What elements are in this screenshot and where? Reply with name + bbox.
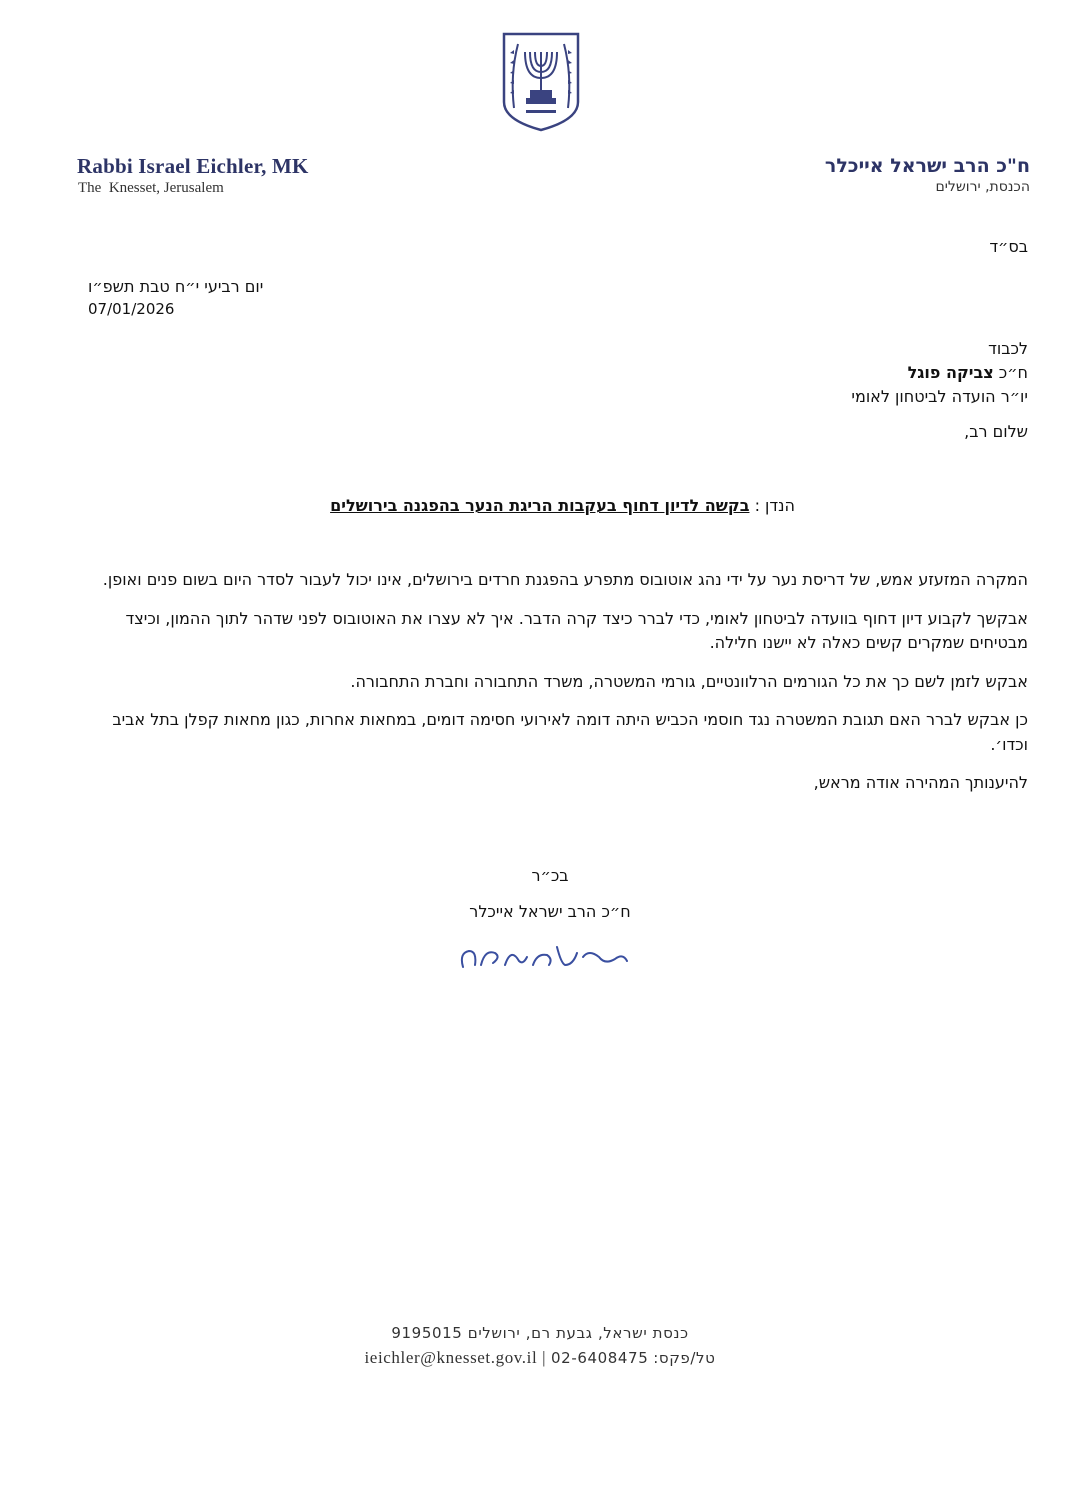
addressee-salutation: לכבוד bbox=[988, 339, 1028, 358]
addressee-block bbox=[851, 337, 1028, 409]
bsd-mark: בס״ד bbox=[989, 237, 1028, 256]
body-closing-line: להיענותך המהירה אודה מראש, bbox=[813, 773, 1028, 792]
footer-separator: | bbox=[542, 1348, 547, 1367]
sender-name-hebrew: ח"כ הרב ישראל אייכלר bbox=[824, 155, 1030, 177]
signer-name: ח״כ הרב ישראל אייכלר bbox=[469, 902, 631, 921]
footer-phone-label: טל/פקס: bbox=[653, 1349, 716, 1367]
date-gregorian: 07/01/2026 bbox=[88, 300, 175, 318]
footer-contact bbox=[300, 1348, 780, 1368]
body-paragraph: אבקש לזמן לשם כך את כל הגורמים הרלוונטיים, גורמי המשטרה, משרד התחבורה וחברת התחבורה. bbox=[350, 671, 1028, 691]
letter-body bbox=[80, 568, 1028, 810]
body-paragraph: כן אבקש לברר האם תגובת המשטרה נגד חוסמי הכביש היתה דומה לאירועי חסימה דומים, במחאות אחרות, כגון מחאות קפלן בתל אביב וכדו׳. bbox=[112, 710, 1028, 754]
greeting: שלום רב, bbox=[964, 422, 1028, 441]
handwritten-signature bbox=[455, 935, 635, 975]
sender-subtitle-hebrew: הכנסת, ירושלים bbox=[935, 179, 1030, 195]
body-paragraph: אבקשך לקבוע דיון דחוף בוועדה לביטחון לאומי, כדי לברר כיצד קרה הדבר. איך לא עצרו את האוטובוס לפני שדהר לתוך ההמון, וכיצד מבטיחים שמקרים קשים כאלה לא יישנו חלילה. bbox=[125, 608, 1028, 652]
addressee-title: יו״ר הועדה לביטחון לאומי bbox=[851, 387, 1028, 406]
addressee-name-line bbox=[851, 361, 1028, 385]
body-paragraph: המקרה המזעזע אמש, של דריסת נער על ידי נהג אוטובוס מתפרע בהפגנת חרדים בירושלים, אינו יכול לעבור לסדר היום בשום פנים ואופן. bbox=[102, 570, 1028, 589]
subject-text: בקשה לדיון דחוף בעקבות הריגת הנער בהפגנה בירושלים bbox=[330, 496, 750, 515]
sender-subtitle-english: The Knesset, Jerusalem bbox=[78, 180, 224, 196]
state-emblem-icon bbox=[500, 30, 582, 132]
footer-email[interactable]: ieichler@knesset.gov.il bbox=[364, 1348, 538, 1367]
addressee-prefix: ח״כ bbox=[998, 363, 1028, 382]
footer-phone: 02-6408475 bbox=[551, 1349, 649, 1367]
closing-phrase: בכ״ר bbox=[531, 866, 569, 885]
date-hebrew: יום רביעי י״ח טבת תשפ״ו bbox=[88, 277, 264, 296]
footer-address: כנסת ישראל, גבעת רם, ירושלים 9195015 bbox=[391, 1324, 689, 1342]
addressee-name: צביקה פוגל bbox=[907, 363, 994, 382]
sender-name-english: Rabbi Israel Eichler, MK bbox=[77, 154, 309, 178]
subject-label: הנדן : bbox=[754, 496, 795, 515]
subject-line bbox=[330, 496, 795, 515]
